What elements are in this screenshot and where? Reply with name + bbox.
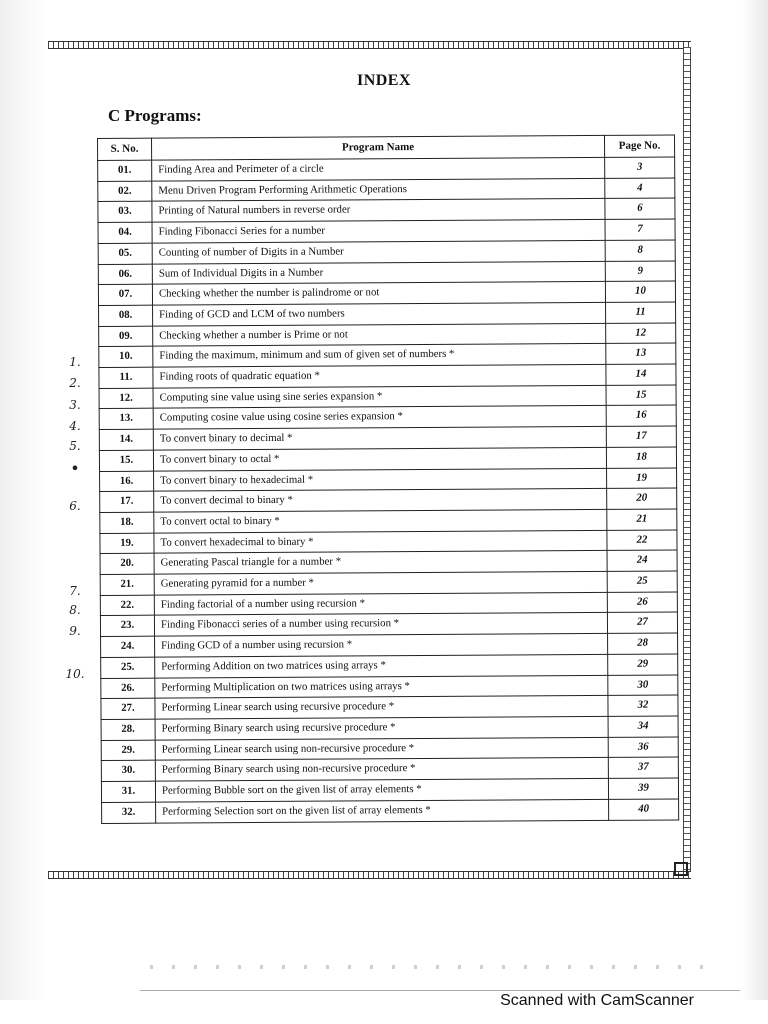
row-serial-number: 11. [99,367,153,388]
row-serial-number: 24. [101,636,155,657]
column-header-program-name: Program Name [152,135,605,160]
row-program-name: Generating Pascal triangle for a number * [154,551,607,574]
row-page-number: 18 [606,447,676,468]
row-serial-number: 27. [101,698,155,719]
row-serial-number: 31. [101,781,155,802]
row-program-name: Performing Linear search using recursive procedure * [155,696,608,719]
row-page-number: 29 [608,654,678,675]
row-page-number: 14 [606,364,676,385]
margin-note: 10. [65,667,85,681]
row-page-number: 17 [606,426,676,447]
row-program-name: Computing sine value using sine series expansion * [153,385,606,408]
margin-note: 2. [69,376,81,390]
row-page-number: 10 [605,281,675,302]
row-page-number: 37 [608,757,678,778]
row-program-name: Counting of number of Digits in a Number [152,240,605,263]
row-page-number: 8 [605,240,675,261]
row-serial-number: 25. [101,657,155,678]
row-page-number: 21 [607,509,677,530]
row-program-name: To convert binary to octal * [153,447,606,470]
row-page-number: 15 [606,385,676,406]
row-serial-number: 30. [101,761,155,782]
row-page-number: 16 [606,405,676,426]
row-serial-number: 03. [98,202,152,223]
row-serial-number: 23. [100,616,154,637]
row-page-number: 7 [605,219,675,240]
row-serial-number: 01. [98,160,152,181]
row-program-name: Finding factorial of a number using recursion * [154,592,607,615]
margin-note: 7. [69,584,81,598]
row-page-number: 12 [606,323,676,344]
margin-note: 4. [69,419,81,433]
row-serial-number: 07. [98,284,152,305]
row-page-number: 13 [606,343,676,364]
row-page-number: 19 [607,468,677,489]
row-program-name: Finding Fibonacci Series for a number [152,220,605,243]
row-program-name: To convert hexadecimal to binary * [154,530,607,553]
scan-specks [150,965,710,969]
margin-note: 3. [69,398,81,412]
row-program-name: Performing Multiplication on two matrices using arrays * [155,675,608,698]
row-serial-number: 13. [99,409,153,430]
column-header-page-no: Page No. [604,135,674,157]
row-page-number: 11 [606,302,676,323]
row-program-name: Performing Linear search using non-recursive procedure * [155,737,608,760]
row-page-number: 34 [608,716,678,737]
row-serial-number: 28. [101,719,155,740]
row-program-name: Performing Binary search using recursive procedure * [155,716,608,739]
row-program-name: To convert binary to hexadecimal * [154,468,607,491]
margin-note: 6. [69,499,81,513]
row-serial-number: 16. [100,471,154,492]
row-serial-number: 15. [99,450,153,471]
column-header-sno: S. No. [98,138,152,160]
page-border-bottom [48,871,691,879]
row-program-name: Performing Binary search using non-recursive procedure * [155,758,608,781]
row-serial-number: 29. [101,740,155,761]
row-program-name: Finding the maximum, minimum and sum of given set of numbers * [153,344,606,367]
row-page-number: 4 [605,178,675,199]
row-program-name: Finding roots of quadratic equation * [153,364,606,387]
row-page-number: 27 [607,612,677,633]
row-page-number: 20 [607,488,677,509]
row-serial-number: 32. [102,802,156,823]
margin-note: 8. [69,603,81,617]
section-title: C Programs: [108,106,202,125]
margin-note: 9. [69,624,81,638]
page-title: INDEX [356,72,412,89]
margin-note: 5. [69,439,81,453]
row-serial-number: 22. [100,595,154,616]
row-program-name: To convert binary to decimal * [153,427,606,450]
row-serial-number: 06. [98,264,152,285]
row-serial-number: 18. [100,512,154,533]
row-page-number: 32 [608,695,678,716]
page-border-right [683,47,691,873]
row-page-number: 28 [608,633,678,654]
row-program-name: Sum of Individual Digits in a Number [152,261,605,284]
margin-note: 1. [69,355,81,369]
table-row [102,799,679,823]
row-serial-number: 20. [100,554,154,575]
paper-bottom-edge [140,990,740,991]
scan-shadow-right [742,0,768,1000]
row-program-name: Performing Selection sort on the given list of array elements * [156,799,609,822]
row-program-name: Finding GCD of a number using recursion * [155,634,608,657]
row-serial-number: 14. [99,429,153,450]
scanner-watermark: Scanned with CamScanner [500,992,694,1009]
row-page-number: 36 [608,737,678,758]
row-serial-number: 10. [99,346,153,367]
row-program-name: Checking whether a number is Prime or not [153,323,606,346]
margin-note: • [70,459,80,478]
row-page-number: 9 [605,260,675,281]
row-page-number: 39 [608,778,678,799]
row-serial-number: 21. [100,574,154,595]
row-program-name: Menu Driven Program Performing Arithmetic Operations [152,178,605,201]
index-table [97,134,679,823]
row-page-number: 6 [605,198,675,219]
row-serial-number: 12. [99,388,153,409]
row-page-number: 40 [609,799,679,820]
row-program-name: Computing cosine value using cosine series expansion * [153,406,606,429]
row-program-name: Finding of GCD and LCM of two numbers [153,302,606,325]
row-page-number: 25 [607,571,677,592]
row-page-number: 24 [607,550,677,571]
row-program-name: Printing of Natural numbers in reverse order [152,199,605,222]
row-serial-number: 17. [100,491,154,512]
row-page-number: 3 [605,157,675,178]
row-serial-number: 05. [98,243,152,264]
row-program-name: Performing Bubble sort on the given list of array elements * [155,778,608,801]
page-border-top [48,41,691,49]
row-program-name: Finding Fibonacci series of a number using recursion * [154,613,607,636]
row-page-number: 30 [608,675,678,696]
row-program-name: Checking whether the number is palindrome or not [152,282,605,305]
row-serial-number: 26. [101,678,155,699]
row-program-name: Generating pyramid for a number * [154,571,607,594]
row-serial-number: 08. [99,305,153,326]
row-serial-number: 02. [98,181,152,202]
row-page-number: 22 [607,530,677,551]
index-table-body [98,157,679,823]
row-program-name: To convert octal to binary * [154,509,607,532]
scan-shadow-left [0,0,46,1000]
row-serial-number: 04. [98,222,152,243]
row-serial-number: 19. [100,533,154,554]
row-program-name: Finding Area and Perimeter of a circle [152,157,605,180]
row-page-number: 26 [607,592,677,613]
row-serial-number: 09. [99,326,153,347]
row-program-name: Performing Addition on two matrices using arrays * [155,654,608,677]
border-corner-ornament [674,862,688,876]
row-program-name: To convert decimal to binary * [154,489,607,512]
